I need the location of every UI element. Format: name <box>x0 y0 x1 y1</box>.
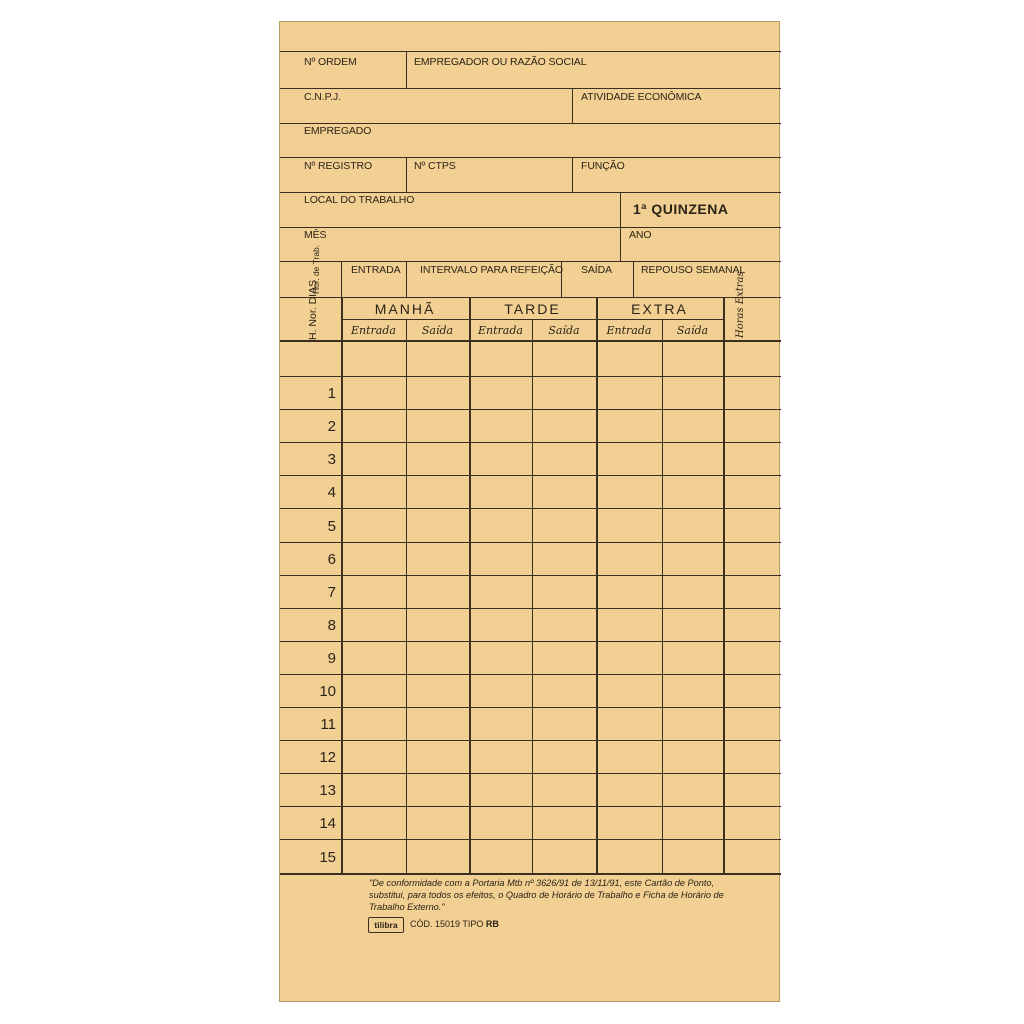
subcol-extra-saida: Saída <box>676 324 709 337</box>
rule <box>406 261 407 297</box>
day-number: 15 <box>319 848 336 866</box>
code-tipo: RB <box>485 919 499 929</box>
product-code <box>410 919 499 929</box>
day-number: 13 <box>319 782 336 800</box>
day-number: 8 <box>327 616 336 634</box>
subcol-manha-entrada: Entrada <box>351 324 396 337</box>
rule <box>406 157 407 192</box>
rule <box>280 641 781 642</box>
day-number: 12 <box>319 749 336 767</box>
rule <box>280 740 781 741</box>
horas-extras-label: Horas Extras <box>735 271 746 338</box>
code-prefix: CÓD. 15019 TIPO <box>410 919 484 929</box>
rule <box>596 297 598 874</box>
section-extra: EXTRA <box>631 301 688 317</box>
rule <box>572 88 573 123</box>
rule <box>280 674 781 675</box>
empregador-label: EMPREGADOR OU RAZÃO SOCIAL <box>414 56 587 68</box>
day-number: 10 <box>319 683 336 700</box>
intervalo-label: INTERVALO PARA REFEIÇÃO <box>420 264 563 276</box>
rule <box>280 773 781 774</box>
day-number: 14 <box>319 815 336 833</box>
registro-label: Nº REGISTRO <box>304 160 373 172</box>
rule <box>280 261 781 262</box>
entrada-label: ENTRADA <box>351 264 401 276</box>
day-number: 3 <box>327 451 336 469</box>
rule <box>280 123 781 124</box>
rule <box>280 873 781 875</box>
day-number: 9 <box>327 649 336 667</box>
rule <box>280 192 781 193</box>
rule <box>280 157 781 158</box>
rule <box>620 192 621 261</box>
rule <box>280 839 781 840</box>
rule <box>280 575 781 576</box>
cnpj-label: C.N.P.J. <box>304 91 341 103</box>
h-nor-dias-label: H. Nor. DIAS <box>307 279 319 340</box>
rule <box>280 376 781 377</box>
rule <box>406 51 407 88</box>
day-number: 6 <box>327 550 336 568</box>
day-number: 4 <box>327 484 336 502</box>
rule <box>280 297 781 298</box>
rule <box>341 261 342 297</box>
rule <box>280 475 781 476</box>
ano-label: ANO <box>629 229 652 241</box>
funcao-label: FUNÇÃO <box>581 160 625 172</box>
section-manha: MANHÃ <box>374 301 436 317</box>
repouso-label: REPOUSO SEMANAL <box>641 264 746 276</box>
ordem-label: Nº ORDEM <box>304 56 357 68</box>
atividade-label: ATIVIDADE ECONÔMICA <box>581 91 702 103</box>
subcol-tarde-saida: Saída <box>548 324 580 337</box>
subcol-tarde-entrada: Entrada <box>478 324 523 337</box>
rule <box>280 508 781 509</box>
rule <box>406 319 407 874</box>
rule <box>280 409 781 410</box>
time-card <box>279 21 780 1002</box>
empregado-label: EMPREGADO <box>304 125 372 137</box>
subcol-extra-entrada: Entrada <box>606 324 652 337</box>
saida-label: SAÍDA <box>581 264 613 276</box>
rule <box>280 340 781 342</box>
day-number: 2 <box>327 418 336 436</box>
rule <box>280 51 781 52</box>
day-number: 7 <box>327 583 336 601</box>
section-tarde: TARDE <box>504 301 561 317</box>
rule <box>572 157 573 192</box>
local-label: LOCAL DO TRABALHO <box>304 194 415 206</box>
day-number: 5 <box>327 517 336 535</box>
rule <box>280 227 781 228</box>
subcol-manha-saida: Saída <box>421 324 454 337</box>
rule <box>662 319 663 874</box>
rule <box>280 442 781 443</box>
rule <box>280 88 781 89</box>
rule <box>723 297 725 874</box>
hor-trab-label: Hor. de Trab. <box>311 244 321 294</box>
rule <box>341 297 343 874</box>
legal-note: "De conformidade com a Portaria Mtb nº 3626/91 de 13/11/91, este Cartão de Ponto, substitui, para todos os efeitos, o Quadro de Horário de Trabalho e Ficha de Horário de Trabalho Externo." <box>369 878 724 912</box>
rule <box>280 806 781 807</box>
day-number: 1 <box>327 385 336 403</box>
rule <box>633 261 634 297</box>
rule <box>280 542 781 543</box>
day-number: 11 <box>320 716 336 734</box>
rule <box>280 707 781 708</box>
rule <box>469 297 471 874</box>
tilibra-logo: tilibra <box>368 917 404 933</box>
rule <box>280 608 781 609</box>
mes-label: MÊS <box>304 229 327 241</box>
quinzena-title: 1ª QUINZENA <box>633 201 729 217</box>
rule <box>532 319 533 874</box>
ctps-label: Nº CTPS <box>414 160 456 172</box>
